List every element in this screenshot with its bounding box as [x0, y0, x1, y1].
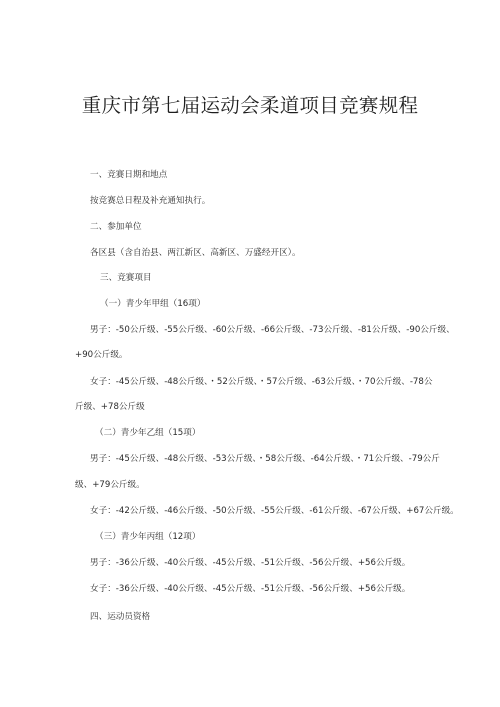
group-1-men-line-1: 男子：-50公斤级、-55公斤级、-60公斤级、-66公斤级、-73公斤级、-81公斤级、-90公斤级、: [90, 325, 455, 335]
group-2-women: 女子：-42公斤级、-46公斤级、-50公斤级、-55公斤级、-61公斤级、-67公斤级、+67公斤级。: [90, 506, 459, 516]
group-2-men-line-2: 级、+79公斤级。: [75, 480, 145, 490]
group-2-men-line-1: 男子：-45公斤级、-48公斤级、-53公斤级、・58公斤级、-64公斤级、・71公斤级、-79公斤: [90, 454, 440, 464]
group-3-men: 男子：-36公斤级、-40公斤级、-45公斤级、-51公斤级、-56公斤级、+56公斤级。: [90, 558, 411, 568]
document-title: 重庆市第七届运动会柔道项目竞赛规程: [81, 94, 419, 117]
section-2-heading: 二、参加单位: [90, 222, 142, 232]
section-2-body: 各区县（含自治县、两江新区、高新区、万盛经开区）。: [90, 248, 301, 258]
section-1-heading: 一、竞赛日期和地点: [90, 170, 168, 180]
group-1-heading: （一）青少年甲组（16项）: [100, 299, 206, 309]
group-1-women-line-2: 斤级、+78公斤级: [75, 402, 145, 412]
section-3-heading: 三、竞赛项目: [100, 273, 152, 283]
group-2-heading: （二）青少年乙组（15项）: [95, 428, 201, 438]
group-1-women-line-1: 女子：-45公斤级、-48公斤级、・52公斤级、・57公斤级、-63公斤级、・70公斤级、-78公: [90, 377, 433, 387]
section-4-heading: 四、运动员资格: [90, 612, 151, 622]
group-3-women: 女子：-36公斤级、-40公斤级、-45公斤级、-51公斤级、-56公斤级、+56公斤级。: [90, 584, 411, 594]
group-1-men-line-2: +90公斤级。: [75, 350, 128, 360]
section-1-body: 按竞赛总日程及补充通知执行。: [90, 196, 211, 206]
group-3-heading: （三）青少年丙组（12项）: [95, 532, 201, 542]
